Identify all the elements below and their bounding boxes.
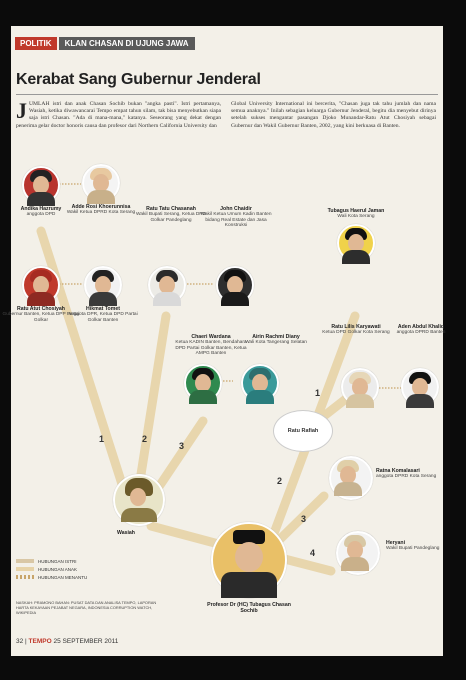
legend: HUBUNGAN ISTRI HUBUNGAN ANAK HUBUNGAN MENANTU <box>16 557 87 581</box>
person-lilis: Ratu Lilis Karyawati Ketua DPD Golkar Kota Serang <box>322 324 390 335</box>
name-chasan: Profesor Dr (HC) Tubagus Chasan Sochib <box>207 602 291 614</box>
person-heryani: Heryani Wakil Bupati Pandeglang <box>386 540 440 551</box>
magazine-page <box>2 26 446 656</box>
person-haerul: Tubagus Haerul Jaman Wali Kota Serang <box>316 206 396 262</box>
avatar-tatu <box>148 266 186 304</box>
person-aden: Aden Abdul Khaliq anggota DPRD Banten <box>396 324 446 335</box>
topic-label: KLAN CHASAN DI UJUNG JAWA <box>59 37 195 50</box>
page-number: 32 <box>16 638 24 645</box>
branch-number: 2 <box>277 476 283 486</box>
branch-number: 3 <box>301 514 307 524</box>
person-ratna: Ratna Komalasari anggota DPRD Kota Serang <box>376 468 437 479</box>
person-chaeri: Chaeri Wardana Ketua KADIN Banten, Bendahara DPD Partai Golkar Banten, Ketua AMPG Banten <box>175 334 247 357</box>
person-chaidir: John Chaidir Wakil Ketua Umum Kadin Banten bidang Real Estate dan Jasa Konstruksi <box>200 206 272 229</box>
magazine-name: TEMPO <box>28 638 52 645</box>
person-atut: Ratu Atut Chosiyah Gubernur Banten, Ketua DPP Partai Golkar <box>1 266 81 323</box>
branch-number: 1 <box>99 434 105 444</box>
node-ratu-rafiah: Ratu Rafiah <box>273 410 333 452</box>
person-hikmat: Hikmat Tomet anggota DPR, Ketua DPD Partai Golkar Banten <box>63 266 143 323</box>
person-adde: Adde Rosi Khoerunnisa Wakil Ketua DPRD Kota Serang <box>61 164 141 216</box>
person-airin: Airin Rachmi Diany Wali Kota Tangerang Selatan <box>245 334 307 345</box>
article-headline: Kerabat Sang Gubernur Jenderal <box>16 71 261 88</box>
name-wasiah: Wasiah <box>117 530 135 536</box>
legend-swatch-child <box>16 567 34 571</box>
source-credit: NASKAH: PRAMONO BAHAN: PUSAT DATA DAN ANALISA TEMPO, LAPORAN HARTA KEKAYAAN PEJABAT NEGARA, INDONESIA CORRUPTION WATCH, WIKIPEDIA <box>16 600 157 615</box>
legend-swatch-wife <box>16 559 34 563</box>
avatar-chasan <box>211 522 287 598</box>
body-text-2: Global University International ini bercerita, "Chasan juga tak tahu jumlah dan nama semua anaknya." Inilah sebagian keluarga Gubernur Jenderal, begitu dia menyebut dirinya setelah sukses mengantar pasangan Djoko Munandar-Ratu Atut Chosiyah sebagai Gubernur dan Wakil Gubernur Banten, 2002, yang kini berkuasa di Banten. <box>231 101 436 129</box>
issue-date: 25 SEPTEMBER 2011 <box>53 638 119 645</box>
avatar-wasiah <box>113 474 165 526</box>
avatar <box>337 224 375 262</box>
avatar-heryani <box>336 531 380 575</box>
person-tatu: Ratu Tatu Chasanah Wakil Bupati Serang, Ketua DPD Golkar Pandeglang <box>136 206 206 223</box>
avatar <box>82 164 120 202</box>
section-label: POLITIK <box>15 37 57 50</box>
avatar-chaidir <box>216 266 254 304</box>
avatar <box>84 266 122 304</box>
avatar-aden <box>401 368 439 406</box>
avatar-ratna <box>329 456 373 500</box>
drop-cap: J <box>16 98 27 123</box>
legend-swatch-inlaw <box>16 575 34 579</box>
avatar-lilis <box>341 368 379 406</box>
person-andika: Andika Hazrumy anggota DPD <box>1 166 81 218</box>
avatar-chaeri <box>184 364 222 402</box>
body-text-1: UMLAH istri dan anak Chasan Sochib bukan "angka pasti". Istri pertamanya, Wasiah, ketika diwawancarai Tempo empat tahun silam, tak bisa menyebutkan siapa saja istri Chasan. "Ada di mana-mana," katanya. Seseorang yang dekat dengan penerima gelar doctor honoris causa dan profesor dari Northern California University dan <box>16 101 221 129</box>
page-footer: 32 | TEMPO 25 SEPTEMBER 2011 <box>16 638 119 645</box>
avatar <box>22 266 60 304</box>
branch-number: 2 <box>142 434 148 444</box>
avatar-airin <box>241 364 279 402</box>
avatar <box>22 166 60 204</box>
branch-number: 3 <box>179 441 185 451</box>
branch-number: 4 <box>310 548 316 558</box>
branch-number: 1 <box>315 388 321 398</box>
